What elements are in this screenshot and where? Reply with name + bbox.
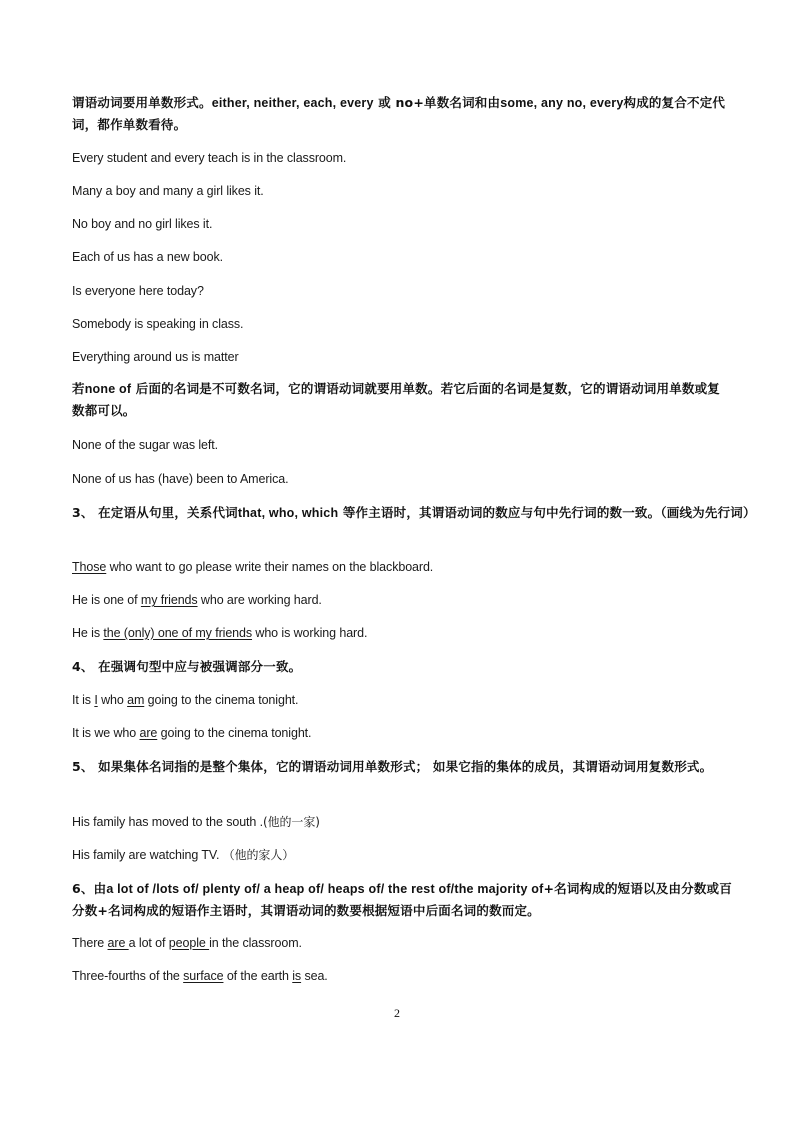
antecedent-underline: my friends — [140, 593, 198, 607]
rule-5-collective-nouns: 5、 如果集体名词指的是整个集体，它的谓语动词用单数形式； 如果它指的集体的成员，其谓语动词用复数形式。 — [72, 759, 713, 774]
rule-3-relative-clause — [72, 502, 758, 524]
rule-text: 3、 在定语从句里，关系代词 — [72, 505, 238, 520]
page-number: 2 — [394, 1006, 400, 1020]
example-sentence: No boy and no girl likes it. — [72, 217, 213, 231]
noun-underline: surface — [183, 969, 224, 983]
sentence-text: in the classroom. — [209, 936, 302, 950]
sentence-text: He is one of — [72, 593, 141, 607]
rule-keyword: a lot of /lots of/ plenty of/ a heap of/ heaps of/ the rest of/the majority of — [106, 882, 544, 896]
rule-text: 构成的复合不定代词，都作单数看待。 — [72, 95, 726, 132]
example-sentence — [72, 725, 732, 741]
sentence-text: His family are watching TV. — [72, 848, 223, 862]
sentence-text: going to the cinema tonight. — [144, 693, 299, 707]
verb-underline: are — [107, 936, 129, 950]
example-sentence: None of the sugar was left. — [72, 438, 218, 452]
sentence-text: It is — [72, 693, 95, 707]
rule-keyword: either, neither, each, every — [211, 96, 374, 110]
antecedent-underline: Those — [72, 560, 107, 574]
example-sentence — [72, 814, 732, 830]
example-sentence: Everything around us is matter — [72, 350, 239, 364]
rule-text: +名词构成的短语以及由分数或百分数+名词构成的短语作主语时，其谓语动词的数要根据短语中后面名词的数而定。 — [72, 881, 732, 918]
example-sentence — [72, 847, 732, 863]
rule-text: 或 no+单数名词和由 — [373, 95, 501, 110]
sentence-text: who — [97, 693, 128, 707]
rule-text: 后面的名词是不可数名词，它的谓语动词就要用单数。若它后面的名词是复数，它的谓语动词用单数或复数都可以。 — [72, 381, 720, 418]
sentence-text: going to the cinema tonight. — [157, 726, 312, 740]
verb-underline: am — [127, 693, 145, 707]
sentence-gloss: （他的家人） — [222, 848, 295, 862]
sentence-text: a lot of — [128, 936, 169, 950]
antecedent-underline: the (only) one of my friends — [103, 626, 253, 640]
example-sentence: Somebody is speaking in class. — [72, 317, 244, 331]
sentence-text: It is we who — [72, 726, 140, 740]
example-sentence — [72, 559, 732, 575]
example-sentence — [72, 935, 732, 951]
verb-underline: is — [292, 969, 302, 983]
verb-underline: are — [139, 726, 158, 740]
example-sentence — [72, 968, 732, 984]
rule-either-neither — [72, 92, 732, 136]
sentence-text: His family has moved to the south . — [72, 815, 264, 829]
example-sentence: Many a boy and many a girl likes it. — [72, 184, 264, 198]
sentence-text: who want to go please write their names on the blackboard. — [106, 560, 434, 574]
rule-text: 等作主语时，其谓语动词的数应与句中先行词的数一致。（画线为先行词） — [338, 505, 756, 520]
sentence-text: who are working hard. — [197, 593, 322, 607]
sentence-text: of the earth — [223, 969, 293, 983]
rule-keyword: some, any no, every — [500, 96, 624, 110]
sentence-gloss: (他的一家) — [263, 815, 320, 829]
rule-keyword: that, who, which — [237, 506, 339, 520]
example-sentence — [72, 625, 732, 641]
example-sentence: Is everyone here today? — [72, 284, 204, 298]
example-sentence: None of us has (have) been to America. — [72, 472, 289, 486]
emphasis-underline: I — [94, 693, 98, 707]
sentence-text: There — [72, 936, 108, 950]
example-sentence: Every student and every teach is in the classroom. — [72, 151, 347, 165]
rule-text: 谓语动词要用单数形式。 — [72, 95, 212, 110]
rule-6-quantity-phrases — [72, 878, 732, 922]
rule-text: 若 — [72, 381, 85, 396]
sentence-text: He is — [72, 626, 104, 640]
sentence-text: who is working hard. — [252, 626, 368, 640]
sentence-text: Three-fourths of the — [72, 969, 184, 983]
rule-keyword: none of — [84, 382, 132, 396]
example-sentence — [72, 592, 732, 608]
sentence-text: sea. — [301, 969, 328, 983]
noun-underline: people — [168, 936, 210, 950]
rule-none-of — [72, 378, 732, 422]
example-sentence: Each of us has a new book. — [72, 250, 223, 264]
rule-4-emphasis: 4、 在强调句型中应与被强调部分一致。 — [72, 659, 302, 674]
rule-text: 6、由 — [72, 881, 107, 896]
example-sentence — [72, 692, 732, 708]
